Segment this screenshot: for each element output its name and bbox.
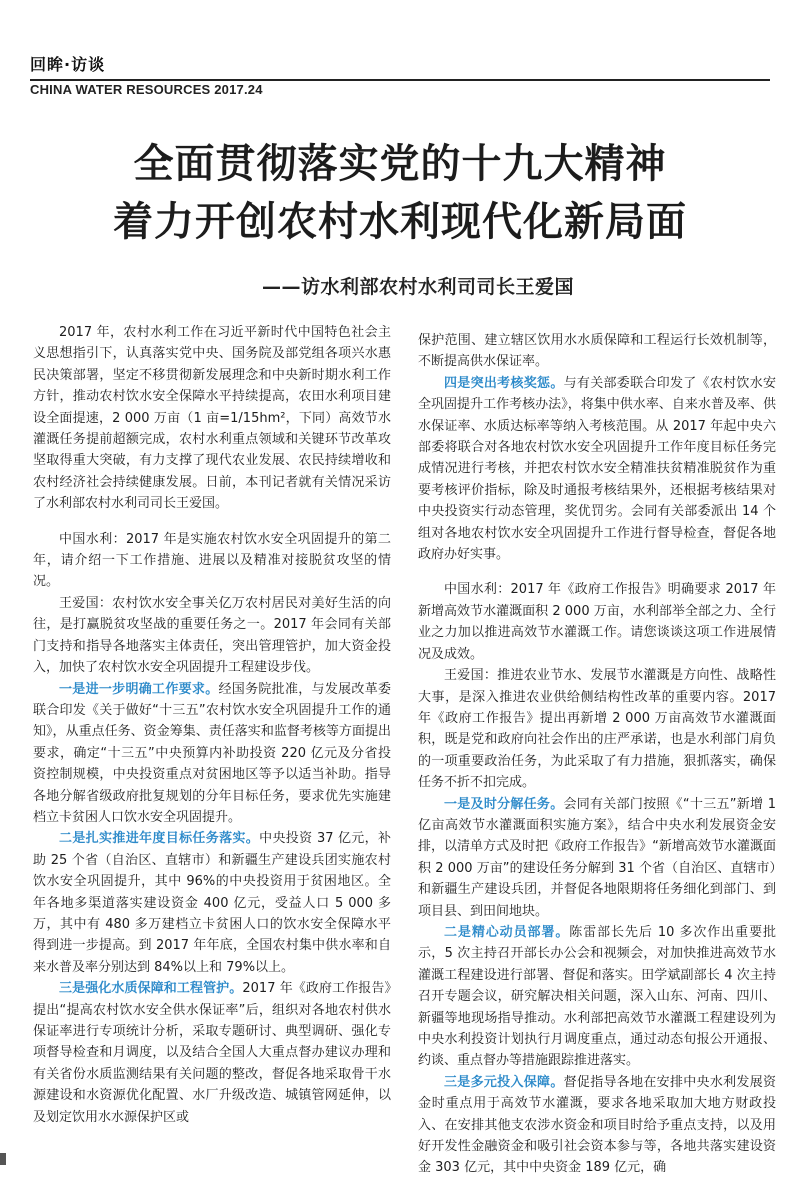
point-6-heading: 二是精心动员部署。	[444, 924, 570, 940]
point-3-paragraph	[33, 978, 391, 1128]
point-7-heading: 三是多元投入保障。	[444, 1074, 564, 1090]
point-1-heading: 一是进一步明确工作要求。	[59, 681, 219, 697]
page-edge-mark	[0, 1153, 6, 1165]
point-5-heading: 一是及时分解任务。	[444, 796, 564, 812]
point-1-text: 经国务院批准，与发展改革委联合印发《关于做好“十三五”农村饮水安全巩固提升工作的通知》，从重点任务、资金筹集、责任落实和监督考核等方面提出要求，确定“十三五”中央预算内补助投资 220 亿元及分省投资控制规模，中央投资重点对贫困地区等予以适当补助。指导各地分解省级政府批复规划的分年目标任务，要求优先实施建档立卡贫困人口饮水安全巩固提升。	[33, 681, 391, 825]
point-6-text: 陈雷部长先后 10 多次作出重要批示，5 次主持召开部长办公会和视频会，对加快推进高效节水灌溉工程建设进行部署、督促和落实。田学斌副部长 4 次主持召开专题会议，研究解决相关问题，深入山东、河南、四川、新疆等地现场指导推动。水利部把高效节水灌溉工程建设列为中央水利投资计划执行月调度重点，通过动态旬报公开通报、约谈、重点督办等措施跟踪推进落实。	[418, 924, 776, 1069]
point-7-paragraph	[418, 1072, 776, 1179]
point-5-paragraph	[418, 794, 776, 922]
point-2-text: 中央投资 37 亿元，补助 25 个省（自治区、直辖市）和新疆生产建设兵团实施农村饮水安全巩固提升，其中 96%的中央投资用于贫困地区。全年各地多渠道落实建设资金 400 亿元，受益人口 5 000 多万，其中有 480 多万建档立卡贫困人口的饮水安全保障水平得到进一步提高。到 2017 年年底，全国农村集中供水率和自来水普及率分别达到 84%以上和 79%以上。	[33, 831, 391, 975]
question-1: 中国水利：2017 年是实施农村饮水安全巩固提升的第二年，请介绍一下工作措施、进展以及精准对接脱贫攻坚的情况。	[33, 531, 391, 590]
page-header	[30, 52, 770, 97]
article-subtitle: ——访水利部农村水利司司长王爱国	[262, 276, 575, 298]
point-3-heading: 三是强化水质保障和工程管护。	[59, 981, 243, 997]
article-title	[0, 135, 800, 251]
answer-1: 王爱国：农村饮水安全事关亿万农村居民对美好生活的向往，是打赢脱贫攻坚战的重要任务之一。2017 年会同有关部门支持和指导各地落实主体责任，突出管理管护，加大资金投入，加快了农村饮水安全巩固提升工程建设步伐。	[33, 595, 391, 676]
point-1-paragraph	[33, 679, 391, 829]
point-2-paragraph	[33, 828, 391, 978]
point-4-text: 与有关部委联合印发了《农村饮水安全巩固提升工作考核办法》，将集中供水率、自来水普及率、供水保证率、水质达标率等纳入考核范围。从 2017 年起中央六部委将联合对各地农村饮水安全巩固提升工作年度目标任务完成情况进行考核，并把农村饮水安全精准扶贫精准脱贫作为重要考核评价指标，除及时通报考核结果外，还根据考核结果对中央投资实行动态管理，奖优罚劣。会同有关部委派出 14 个组对各地农村饮水安全巩固提升工作进行督导检查，督促各地政府办好实事。	[418, 375, 776, 563]
right-column	[418, 330, 776, 1179]
point-7-text: 督促指导各地在安排中央水利发展资金时重点用于高效节水灌溉，要求各地采取加大地方财政投入、在安排其他支农涉水资金和项目时给予重点支持，以及用好开发性金融资金和吸引社会资本参与等，各地共落实建设资金 303 亿元，其中中央资金 189 亿元，确	[418, 1074, 776, 1176]
title-line-1: 全面贯彻落实党的十九大精神	[133, 141, 667, 187]
point-2-heading: 二是扎实推进年度目标任务落实。	[59, 831, 260, 847]
header-rule	[30, 79, 770, 81]
point-6-paragraph	[418, 922, 776, 1072]
title-line-2: 着力开创农村水利现代化新局面	[113, 199, 687, 245]
answer-2: 王爱国：推进农业节水、发展节水灌溉是方向性、战略性大事，是深入推进农业供给侧结构性改革的重要内容。2017 年《政府工作报告》提出再新增 2 000 万亩高效节水灌溉面积，既是党和政府向社会作出的庄严承诺，也是水利部门肩负的一项重要政治任务，为此采取了有力措施，狠抓落实，确保任务不折不扣完成。	[418, 668, 776, 791]
intro-paragraph: 2017 年，农村水利工作在习近平新时代中国特色社会主义思想指引下，认真落实党中央、国务院及部党组各项兴水惠民决策部署，坚定不移贯彻新发展理念和中央新时期水利工作方针，推动农村饮水安全保障水平持续提高，农田水利项目建设全面提速，2 000 万亩（1 亩=1/15hm²，下同）高效节水灌溉任务提前超额完成，农村水利重点领域和关键环节改革攻坚取得重大突破，有力支撑了现代农业发展、农民持续增收和农村经济社会持续健康发展。日前，本刊记者就有关情况采访了水利部农村水利司司长王爱国。	[33, 325, 391, 512]
journal-issue-line: CHINA WATER RESOURCES 2017.24	[30, 82, 263, 97]
section-label: 回眸·访谈	[30, 55, 106, 74]
continued-paragraph: 保护范围、建立辖区饮用水水质保障和工程运行长效机制等，不断提高供水保证率。	[418, 333, 776, 370]
point-5-text: 会同有关部门按照《“十三五”新增 1 亿亩高效节水灌溉面积实施方案》，结合中央水利发展资金安排，以清单方式及时把《政府工作报告》“新增高效节水灌溉面积 2 000 万亩”的建设任务分解到 31 个省（自治区、直辖市）和新疆生产建设兵团，并督促各地限期将任务细化到部门、到项目县、到田间地块。	[418, 796, 776, 919]
point-3-text: 2017 年《政府工作报告》提出“提高农村饮水安全供水保证率”后，组织对各地农村供水保证率进行专项统计分析，采取专题研讨、典型调研、强化专项督导检查和月调度，以及结合全国人大重点督办建议办理和有关省份水质监测结果有关问题的整改，督促各地采取骨干水源建设和水资源优化配置、水厂升级改造、城镇管网延伸，以及划定饮用水水源保护区或	[33, 981, 391, 1125]
point-4-heading: 四是突出考核奖惩。	[444, 375, 564, 391]
point-4-paragraph	[418, 373, 776, 566]
question-2: 中国水利：2017 年《政府工作报告》明确要求 2017 年新增高效节水灌溉面积 2 000 万亩，水利部举全部之力、全行业之力加以推进高效节水灌溉工作。请您谈谈这项工作进展情况及成效。	[418, 582, 776, 662]
left-column	[33, 322, 391, 1128]
